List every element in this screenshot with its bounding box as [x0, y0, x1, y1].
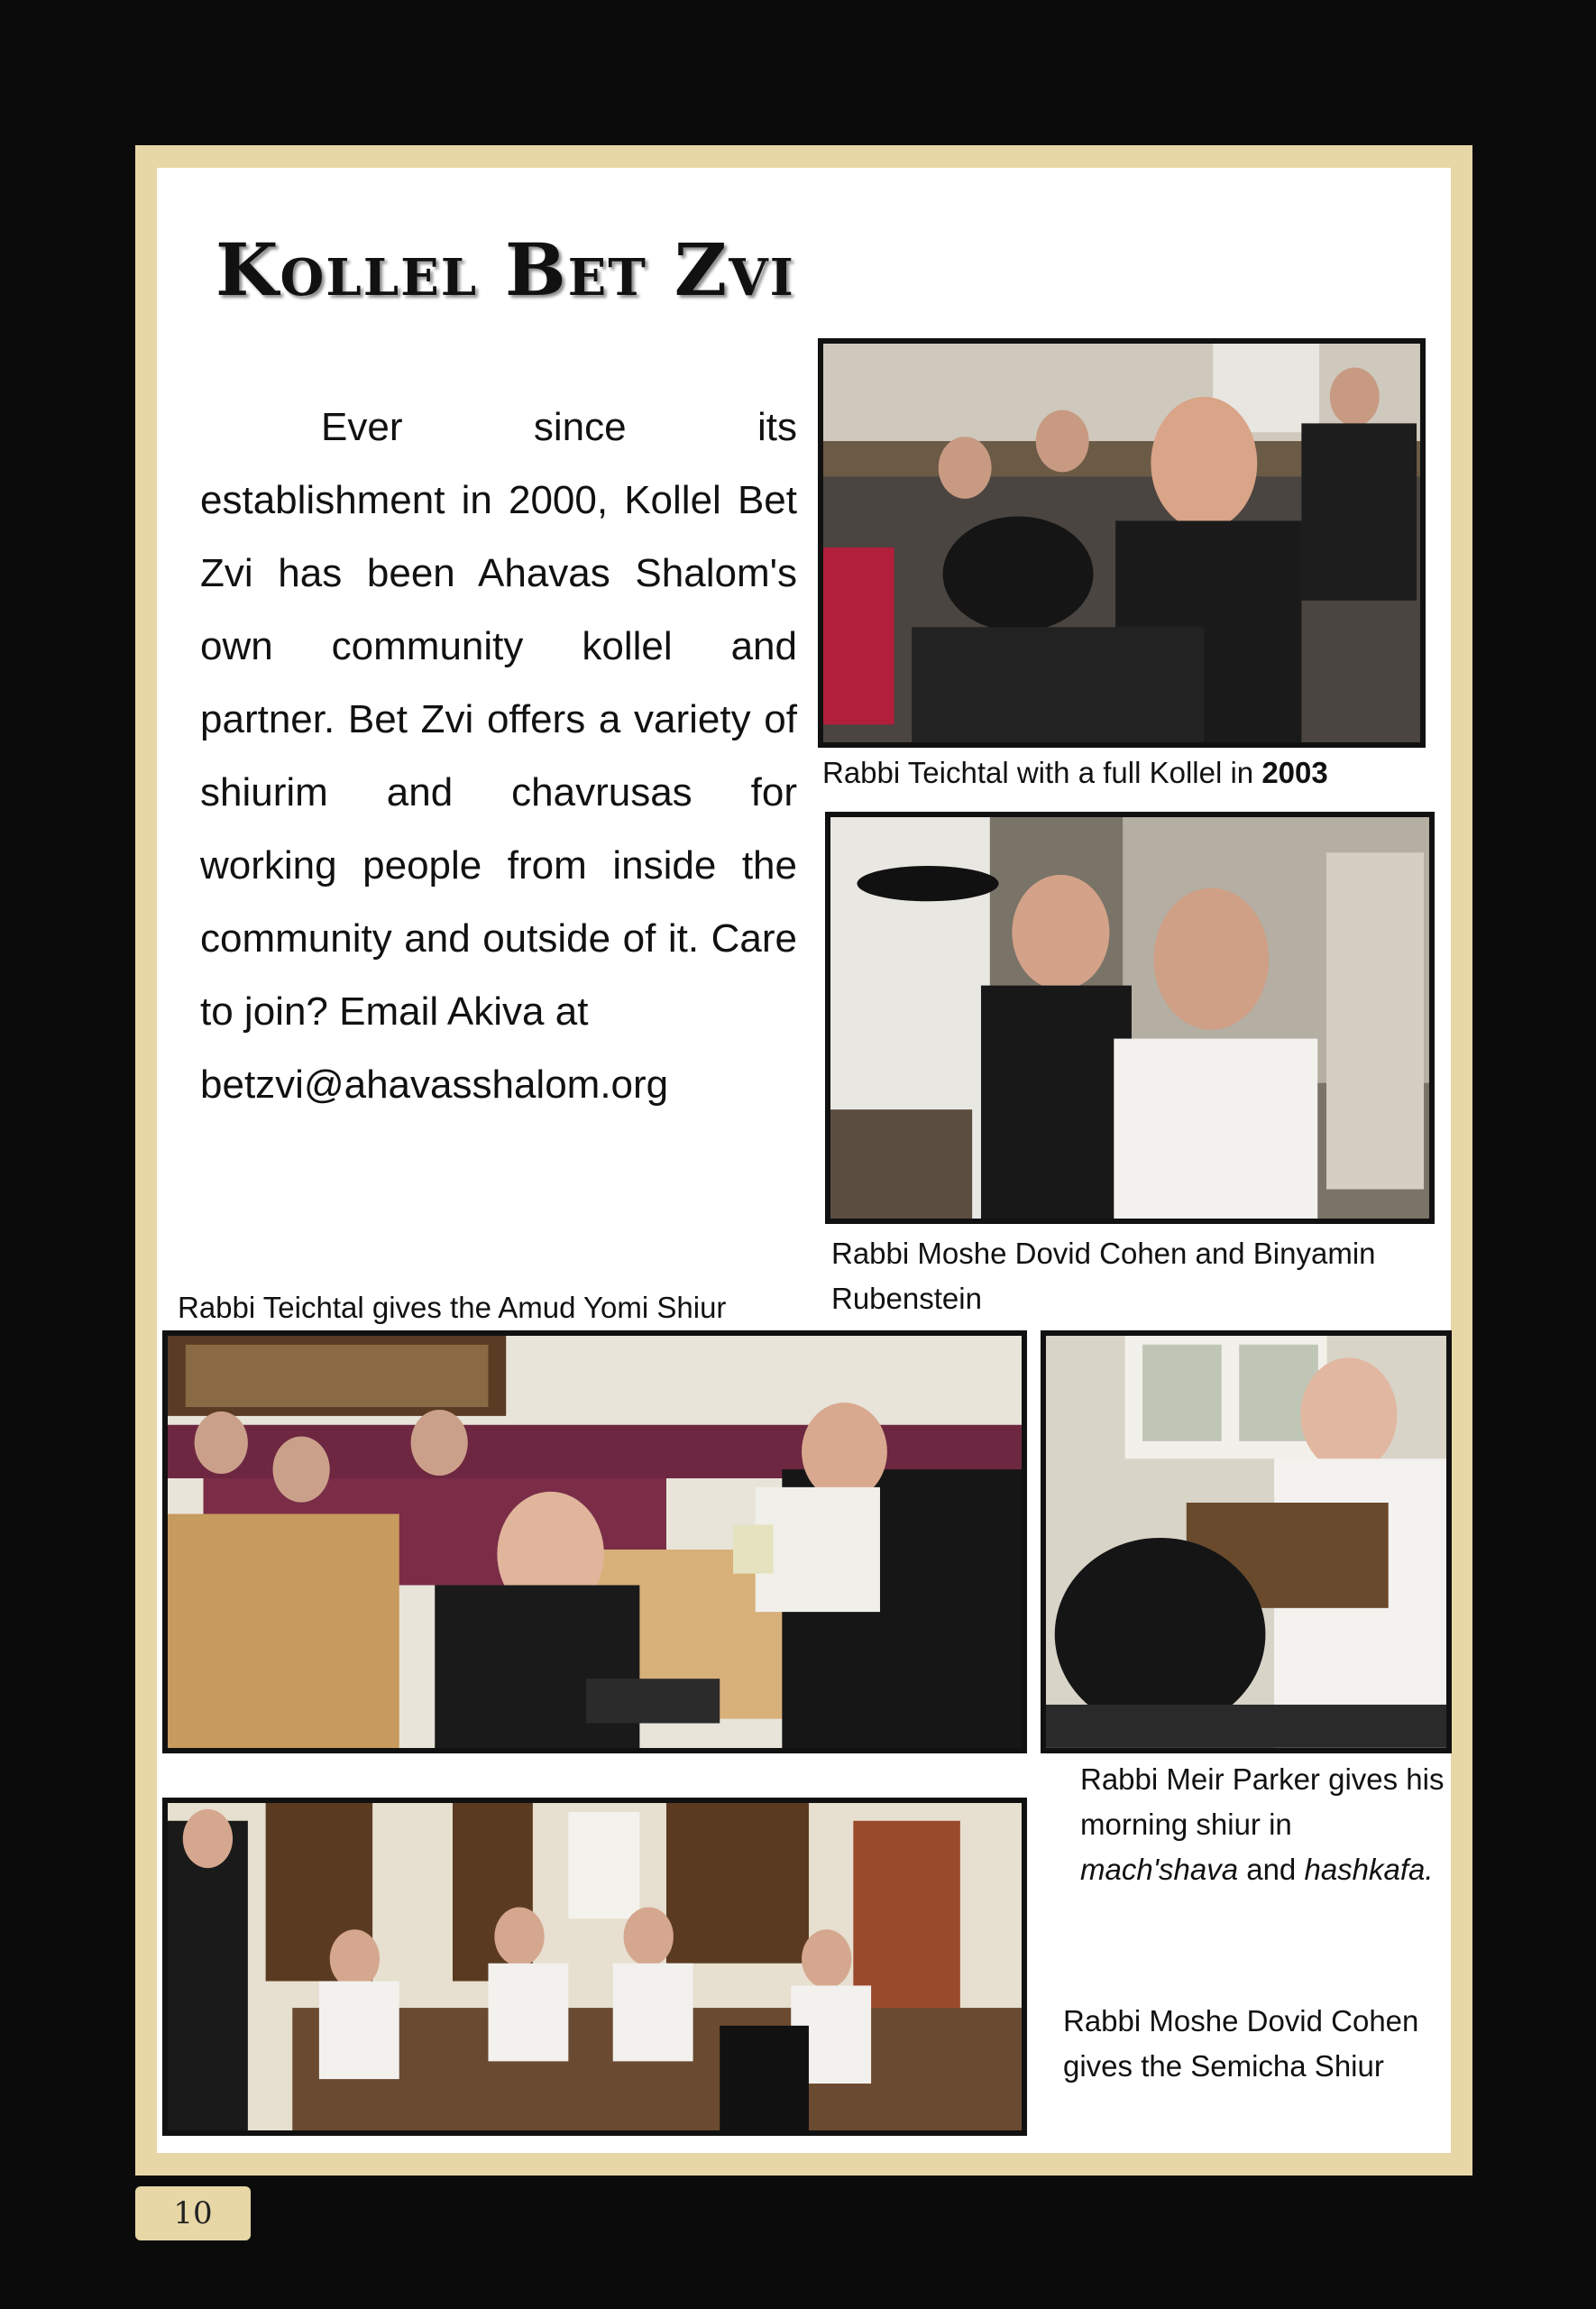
photo-kollel-2003-image	[823, 344, 1420, 746]
page-frame	[135, 145, 1472, 2176]
article-title: Kollel Bet Zvi	[216, 227, 795, 312]
caption-hashkafa: hashkafa.	[1304, 1853, 1434, 1886]
article-body	[200, 391, 797, 1121]
photo-amud-yomi	[162, 1330, 1027, 1753]
photo-kollel-2003-caption	[822, 750, 1435, 796]
photo-semicha-shiur-caption: Rabbi Moshe Dovid Cohen gives the Semicha Shiur	[1063, 2004, 1419, 2083]
caption-and: and	[1238, 1853, 1305, 1886]
photo-amud-yomi-image	[168, 1336, 1022, 1753]
caption-text: Rabbi Meir Parker gives his morning shiur in	[1080, 1762, 1445, 1841]
photo-parker-shiur	[1041, 1330, 1452, 1753]
photo-cohen-rubenstein	[825, 812, 1435, 1224]
caption-text: Rabbi Teichtal with a full Kollel in	[822, 756, 1262, 789]
photo-amud-yomi-caption: Rabbi Teichtal gives the Amud Yomi Shiur	[178, 1291, 727, 1324]
photo-cohen-rubenstein-image	[830, 817, 1429, 1222]
photo-semicha-shiur	[162, 1798, 1027, 2136]
page-number: 10	[135, 2186, 251, 2240]
photo-parker-shiur-image	[1046, 1336, 1446, 1748]
photo-cohen-rubenstein-caption: Rabbi Moshe Dovid Cohen and Binyamin Rubenstein	[831, 1237, 1376, 1315]
photo-parker-shiur-caption	[1080, 1757, 1450, 1892]
caption-year: 2003	[1261, 756, 1328, 789]
caption-machshava: mach'shava	[1080, 1853, 1239, 1886]
article-body-text: Ever since its establishment in 2000, Kollel Bet Zvi has been Ahavas Shalom's own community kollel and partner. Bet Zvi offers a variety of shiurim and chavrusas for working people from inside the community and outside of it. Care to join? Email Akiva at	[200, 405, 797, 1034]
content-panel	[157, 168, 1451, 2153]
photo-semicha-shiur-image	[168, 1803, 1022, 2136]
photo-kollel-2003	[818, 338, 1426, 748]
contact-email-link[interactable]: betzvi@ahavasshalom.org	[200, 1063, 669, 1107]
